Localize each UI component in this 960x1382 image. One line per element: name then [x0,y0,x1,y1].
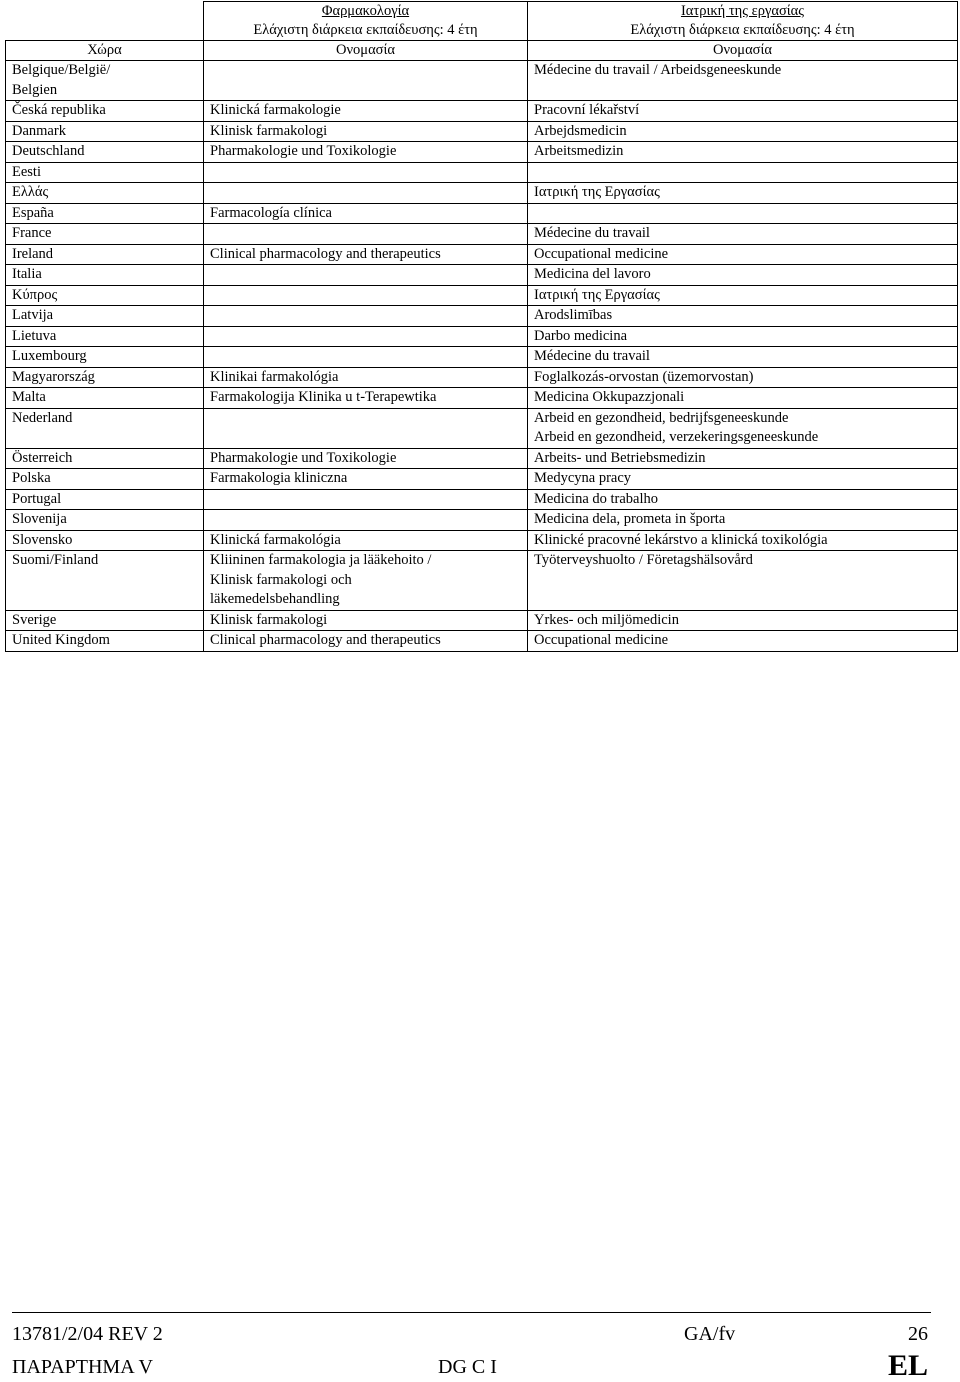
pharmacology-name-cell [204,408,528,448]
occupational-name-cell: Arodslimības [528,306,958,327]
country-cell: Slovenija [6,510,204,531]
occupational-name-cell: Médecine du travail [528,224,958,245]
occupational-name-cell: Médecine du travail / Arbeidsgeneeskunde [528,61,958,101]
table-row [6,306,958,327]
pharmacology-name-cell: Clinical pharmacology and therapeutics [204,244,528,265]
occupational-name-cell [528,203,958,224]
occupational-name-cell: Medicina do trabalho [528,489,958,510]
pharmacology-name-cell [204,347,528,368]
pharmacology-name-cell [204,61,528,101]
table-row [6,265,958,286]
table-row [6,469,958,490]
pharmacology-duration: Ελάχιστη διάρκεια εκπαίδευσης: 4 έτη [253,22,478,38]
table-row [6,347,958,368]
occupational-name-cell: Työterveyshuolto / Företagshälsovård [528,551,958,611]
pharmacology-name-cell: Klinikai farmakológia [204,367,528,388]
pharmacology-name-cell: Farmakologija Klinika u t-Terapewtika [204,388,528,409]
annex-label: ΠΑΡΑΡΤΗΜΑ V [12,1356,153,1378]
pharmacology-name-cell: Klinisk farmakologi [204,121,528,142]
country-cell: Slovensko [6,530,204,551]
pharmacology-name-cell: Pharmakologie und Toxikologie [204,142,528,163]
table-row [6,388,958,409]
author-initials: GA/fv [684,1323,736,1345]
table-row [6,142,958,163]
table-row [6,285,958,306]
table-row [6,367,958,388]
country-cell: Polska [6,469,204,490]
pharmacology-name-cell: Kliininen farmakologia ja lääkehoito / Klinisk farmakologi och läkemedelsbehandling [204,551,528,611]
occupational-name-cell: Arbeitsmedizin [528,142,958,163]
country-cell: Česká republika [6,101,204,122]
occupational-name-cell: Pracovní lékařství [528,101,958,122]
pharmacology-name-cell [204,224,528,245]
occupational-name-cell: Medicina dela, prometa in športa [528,510,958,531]
country-cell: Nederland [6,408,204,448]
pharmacology-name-cell: Clinical pharmacology and therapeutics [204,631,528,652]
pharmacology-name-cell: Farmacología clínica [204,203,528,224]
occupational-name-cell: Médecine du travail [528,347,958,368]
country-cell: Latvija [6,306,204,327]
pharmacology-name-cell [204,265,528,286]
country-cell: Ireland [6,244,204,265]
occupational-name-column-header: Ονομασία [528,41,958,61]
occupational-group-header [528,2,958,41]
occupational-name-cell: Foglalkozás-orvostan (üzemorvostan) [528,367,958,388]
pharmacology-name-cell: Farmakologia kliniczna [204,469,528,490]
occupational-name-cell: Medycyna pracy [528,469,958,490]
pharmacology-group-header [204,2,528,41]
pharmacology-name-cell: Klinická farmakológia [204,530,528,551]
occupational-name-cell: Arbeid en gezondheid, bedrijfsgeneeskunde Arbeid en gezondheid, verzekeringsgeneeskunde [528,408,958,448]
occupational-name-cell: Arbejdsmedicin [528,121,958,142]
document-reference: 13781/2/04 REV 2 [12,1323,163,1345]
country-cell: España [6,203,204,224]
table-row [6,121,958,142]
occupational-name-cell: Medicina del lavoro [528,265,958,286]
country-cell: Portugal [6,489,204,510]
occupational-name-cell: Arbeits- und Betriebsmedizin [528,448,958,469]
pharmacology-name-cell: Klinická farmakologie [204,101,528,122]
occupational-name-cell: Occupational medicine [528,631,958,652]
pharmacology-name-cell [204,285,528,306]
pharmacology-name-cell [204,162,528,183]
table-row [6,489,958,510]
pharmacology-name-cell [204,326,528,347]
occupational-name-cell: Medicina Okkupazzjonali [528,388,958,409]
table-row [6,244,958,265]
country-cell: Lietuva [6,326,204,347]
table-row [6,101,958,122]
table-row [6,530,958,551]
directorate-label: DG C I [438,1356,497,1378]
country-cell: Magyarország [6,367,204,388]
table-row [6,551,958,611]
occupational-name-cell: Darbo medicina [528,326,958,347]
table-row [6,631,958,652]
country-cell: France [6,224,204,245]
table-row [6,61,958,101]
specialisation-table [5,1,958,652]
table-row [6,326,958,347]
pharmacology-name-cell [204,510,528,531]
pharmacology-name-column-header: Ονομασία [204,41,528,61]
country-cell: Luxembourg [6,347,204,368]
country-cell: Deutschland [6,142,204,163]
table-row [6,183,958,204]
country-cell: Danmark [6,121,204,142]
pharmacology-name-cell [204,489,528,510]
occupational-name-cell: Ιατρική της Εργασίας [528,285,958,306]
empty-corner-cell [6,2,204,41]
country-cell: Κύπρος [6,285,204,306]
table-row [6,610,958,631]
country-cell: Österreich [6,448,204,469]
occupational-name-cell [528,162,958,183]
country-cell: Belgique/België/ Belgien [6,61,204,101]
pharmacology-name-cell: Klinisk farmakologi [204,610,528,631]
group-header-row [6,2,958,41]
page-number: 26 [908,1323,928,1345]
country-cell: Ελλάς [6,183,204,204]
occupational-name-cell: Ιατρική της Εργασίας [528,183,958,204]
footer-rule [12,1312,931,1313]
country-cell: Suomi/Finland [6,551,204,611]
language-code: EL [887,1349,928,1382]
pharmacology-name-cell [204,183,528,204]
country-cell: Malta [6,388,204,409]
occupational-name-cell: Klinické pracovné lekárstvo a klinická toxikológia [528,530,958,551]
table-row [6,408,958,448]
occupational-name-cell: Occupational medicine [528,244,958,265]
country-cell: Sverige [6,610,204,631]
country-cell: Italia [6,265,204,286]
occupational-title: Ιατρική της εργασίας [680,3,805,19]
country-cell: United Kingdom [6,631,204,652]
occupational-name-cell: Yrkes- och miljömedicin [528,610,958,631]
occupational-duration: Ελάχιστη διάρκεια εκπαίδευσης: 4 έτη [630,22,855,38]
table-row [6,448,958,469]
table-row [6,510,958,531]
table-row [6,162,958,183]
table-row [6,203,958,224]
pharmacology-name-cell: Pharmakologie und Toxikologie [204,448,528,469]
table-row [6,224,958,245]
country-cell: Eesti [6,162,204,183]
pharmacology-name-cell [204,306,528,327]
pharmacology-title: Φαρμακολογία [321,3,410,19]
column-header-row [6,41,958,61]
country-column-header: Χώρα [6,41,204,61]
